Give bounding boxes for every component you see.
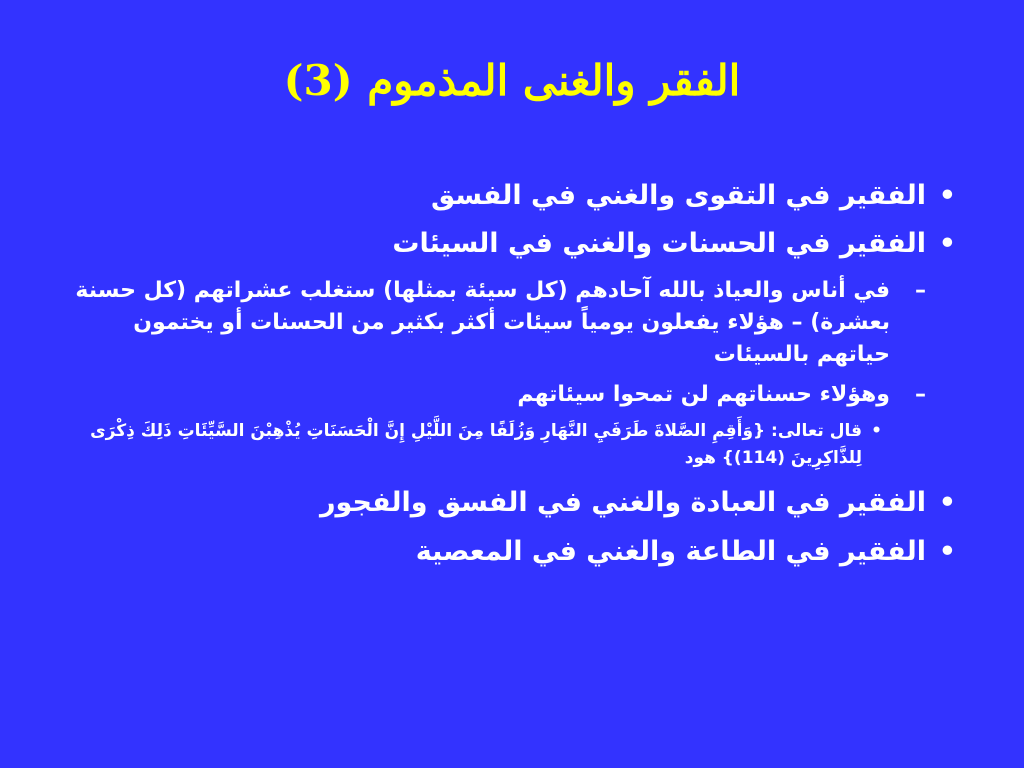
sub-bullet-item — [56, 275, 956, 371]
bullet-text: الفقير في الحسنات والغني في السيئات — [392, 228, 926, 260]
bullet-marker: • — [938, 228, 956, 260]
slide-title: الفقر والغنى المذموم (3) — [283, 56, 741, 105]
bullet-marker: • — [938, 180, 956, 211]
bullet-text: الفقير في الطاعة والغني في المعصية — [415, 535, 926, 567]
bullet-text: الفقير في العبادة والغني في الفسق والفجور — [320, 487, 926, 519]
bullet-text: الفقير في التقوى والغني في الفسق — [431, 180, 926, 211]
bullet-marker: • — [938, 535, 956, 567]
sub-bullet-text: في أناس والعياذ بالله آحادهم (كل سيئة بمثلها) ستغلب عشراتهم (كل حسنة بعشرة) – هؤلاء يفعلون يومياً سيئات أكثر بكثير من الحسنات أو يختمون حياتهم بالسيئات — [75, 277, 890, 367]
bullet-item — [56, 485, 956, 521]
bullet-item — [56, 226, 956, 262]
bullet-item — [56, 534, 956, 570]
sub-bullet-text: وهؤلاء حسناتهم لن تمحوا سيئاتهم — [517, 381, 890, 407]
quran-verse-text: قال تعالى: {وَأَقِمِ الصَّلاةَ طَرَفَيِ النَّهَارِ وَزُلَفًا مِنَ اللَّيْلِ إِنَّ الْحَسَنَاتِ يُذْهِبْنَ السَّيِّئَاتِ ذَلِكَ ذِكْرَى لِلذَّاكِرِينَ (114)} هود — [90, 421, 862, 468]
sub-bullet-item — [56, 379, 956, 411]
bullet-marker: • — [938, 487, 956, 519]
dash-marker: – — [915, 381, 926, 407]
bullet-item — [56, 178, 956, 214]
dash-marker: – — [915, 277, 926, 303]
slide-content — [56, 178, 956, 582]
bullet-marker: • — [871, 421, 882, 442]
quote-bullet-item — [56, 418, 956, 471]
